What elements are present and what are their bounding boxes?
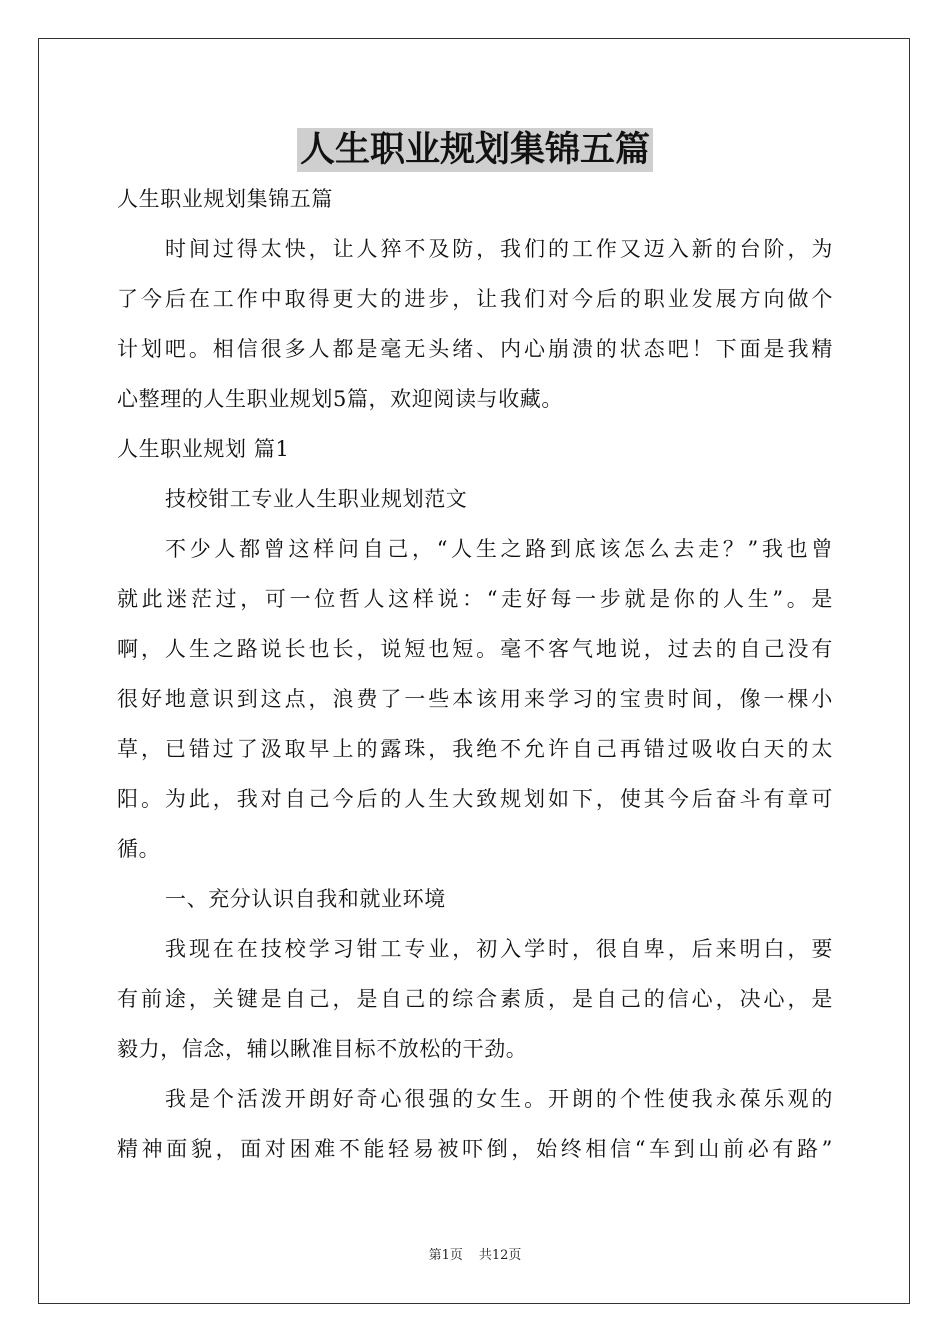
paragraph-line: 啊，人生之路说长也长，说短也短。毫不客气地说，过去的自己没有 [117,637,833,661]
document-title-container [0,128,950,172]
page-number: 第1页 [428,1248,463,1263]
paragraph-line: 就此迷茫过，可一位哲人这样说：“走好每一步就是你的人生”。是 [117,587,833,611]
paragraph-line: 我现在在技校学习钳工专业，初入学时，很自卑，后来明白，要 [165,937,833,961]
subsection-heading: 一、充分认识自我和就业环境 [165,887,446,911]
article-title: 技校钳工专业人生职业规划范文 [165,487,468,511]
paragraph-line: 循。 [117,837,161,861]
subtitle-line: 人生职业规划集锦五篇 [117,187,333,211]
document-title: 人生职业规划集锦五篇 [297,128,653,172]
paragraph-line: 时间过得太快，让人猝不及防，我们的工作又迈入新的台阶，为 [165,237,833,261]
paragraph-line: 阳。为此，我对自己今后的人生大致规划如下，使其今后奋斗有章可 [117,787,833,811]
paragraph-line: 精神面貌，面对困难不能轻易被吓倒，始终相信“车到山前必有路” [117,1137,833,1161]
paragraph-line: 我是个活泼开朗好奇心很强的女生。开朗的个性使我永葆乐观的 [165,1087,833,1111]
paragraph-line: 了今后在工作中取得更大的进步，让我们对今后的职业发展方向做个 [117,287,833,311]
page-footer [0,1247,950,1265]
paragraph-line: 有前途，关键是自己，是自己的综合素质，是自己的信心，决心，是 [117,987,833,1011]
section-heading: 人生职业规划 篇1 [117,437,290,461]
paragraph-line: 很好地意识到这点，浪费了一些本该用来学习的宝贵时间，像一棵小 [117,687,833,711]
paragraph-line: 毅力，信念，辅以瞅准目标不放松的干劲。 [117,1037,528,1061]
paragraph-line: 草，已错过了汲取早上的露珠，我绝不允许自己再错过吸收白天的太 [117,737,833,761]
page-total: 共12页 [478,1248,522,1263]
paragraph-line: 不少人都曾这样问自己，“人生之路到底该怎么去走？”我也曾 [165,537,833,561]
page-frame [38,38,910,1304]
paragraph-line: 心整理的人生职业规划5篇，欢迎阅读与收藏。 [117,387,563,411]
paragraph-line: 计划吧。相信很多人都是毫无头绪、内心崩溃的状态吧！下面是我精 [117,337,833,361]
